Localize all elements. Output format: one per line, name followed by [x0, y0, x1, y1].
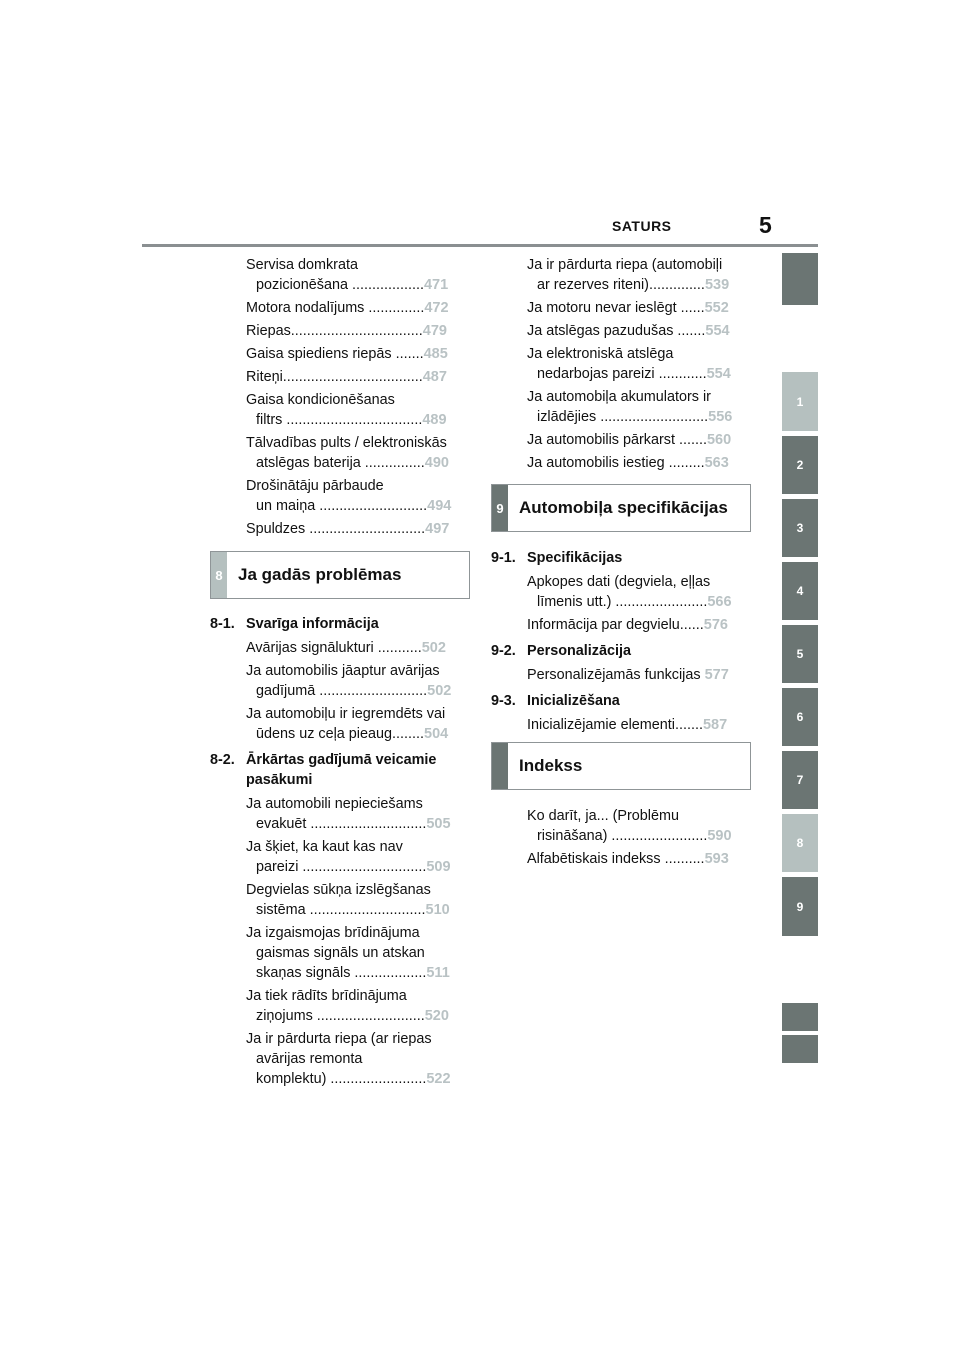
- section-heading[interactable]: 8-2. Ārkārtas gadījumā veicamie: [210, 752, 437, 768]
- side-tab-6[interactable]: 6: [782, 688, 818, 746]
- toc-entry[interactable]: Ja atslēgas pazudušas .......554: [527, 323, 730, 339]
- toc-entry[interactable]: Servisa domkrata pozicionēšana ..................471: [246, 257, 449, 293]
- side-tab-9[interactable]: 9: [782, 877, 818, 936]
- page-ref: 563: [704, 455, 729, 471]
- right-column-index: [491, 806, 749, 869]
- toc-entry[interactable]: Informācija par degvielu......576: [527, 617, 728, 633]
- toc-entry[interactable]: Ja automobiļu ir iegremdēts vai ūdens uz ceļa pieaug........504: [246, 706, 449, 742]
- page-ref: 554: [706, 366, 731, 382]
- section-heading[interactable]: 8-1. Svarīga informācija: [210, 616, 379, 632]
- toc-entry[interactable]: Inicializējamie elementi.......587: [527, 717, 728, 733]
- toc-entry[interactable]: Riepas.................................479: [246, 323, 447, 339]
- page-ref: 502: [427, 683, 452, 699]
- page-ref: 554: [705, 323, 730, 339]
- chapter-title: Ja gadās problēmas: [238, 565, 402, 584]
- header-title: SATURS: [612, 218, 672, 234]
- toc-entry[interactable]: Ko darīt, ja... (Problēmu risināšana) ........................590: [527, 808, 732, 844]
- page-ref: 556: [708, 409, 733, 425]
- toc-entry[interactable]: Ja automobilis pārkarst .......560: [527, 432, 732, 448]
- toc-entry[interactable]: Ja automobilis jāaptur avārijas gadījumā ...........................502: [246, 663, 452, 699]
- toc-entry[interactable]: Avārijas signālukturi ...........502: [246, 640, 446, 656]
- right-column-sections: [491, 548, 749, 735]
- page-ref: 590: [707, 828, 732, 844]
- page-ref: 520: [424, 1008, 449, 1024]
- toc-entry[interactable]: Drošinātāju pārbaude un maiņa ...........................494: [246, 478, 452, 514]
- side-tab-index-a[interactable]: [782, 1003, 818, 1031]
- toc-entry[interactable]: Ja ir pārdurta riepa (ar riepas avārijas remonta komplektu) ........................522: [246, 1031, 451, 1087]
- toc-entry[interactable]: Ja automobili nepieciešams evakuēt .............................505: [246, 796, 451, 832]
- toc-entry[interactable]: Motora nodalījums ..............472: [246, 300, 449, 316]
- page-ref: 560: [706, 432, 732, 448]
- page-ref: 505: [426, 816, 451, 832]
- toc-entry[interactable]: Ja automobiļa akumulators ir izlādējies ...........................556: [527, 389, 733, 425]
- toc-entry[interactable]: Ja automobilis iestieg .........563: [527, 455, 729, 471]
- toc-entry[interactable]: Gaisa spiediens riepās .......485: [246, 346, 448, 362]
- page-ref: 489: [422, 412, 447, 428]
- left-column-sections: [210, 614, 468, 1089]
- page-ref: 504: [424, 726, 449, 742]
- page-ref: 494: [427, 498, 452, 514]
- toc-entry[interactable]: Ja motoru nevar ieslēgt ......552: [527, 300, 729, 316]
- page-ref: 576: [703, 617, 728, 633]
- toc-entry[interactable]: Alfabētiskais indekss ..........593: [527, 851, 729, 867]
- side-tab-1[interactable]: 1: [782, 372, 818, 431]
- page-ref: 472: [424, 300, 449, 316]
- page-ref: 593: [704, 851, 729, 867]
- toc-entry[interactable]: Ja izgaismojas brīdinājuma gaismas signāls un atskan skaņas signāls ..................511: [246, 925, 450, 981]
- chapter-9-heading[interactable]: [491, 484, 751, 532]
- chapter-badge: [492, 743, 508, 789]
- left-column: [210, 255, 468, 539]
- page-ref: 587: [702, 717, 728, 733]
- side-tab-4[interactable]: 4: [782, 562, 818, 620]
- page-ref: 511: [426, 965, 450, 981]
- page-ref: 522: [426, 1071, 451, 1087]
- section-heading[interactable]: 9-1. Specifikācijas: [491, 550, 623, 566]
- chapter-8-heading[interactable]: [210, 551, 470, 599]
- toc-entry[interactable]: Gaisa kondicionēšanas filtrs ..................................489: [246, 392, 447, 428]
- side-tab-8[interactable]: 8: [782, 814, 818, 872]
- toc-entry[interactable]: Degvielas sūkņa izslēgšanas sistēma .............................510: [246, 882, 450, 918]
- page-ref: 539: [704, 277, 730, 293]
- toc-entry[interactable]: Riteņi...................................487: [246, 369, 447, 385]
- toc-entry[interactable]: Ja elektroniskā atslēga nedarbojas pareizi ............554: [527, 346, 731, 382]
- toc-entry[interactable]: Ja šķiet, ka kaut kas nav pareizi ...............................509: [246, 839, 451, 875]
- page-number: 5: [759, 212, 772, 238]
- side-tab-2[interactable]: 2: [782, 436, 818, 494]
- toc-entry[interactable]: Ja tiek rādīts brīdinājuma ziņojums ...........................520: [246, 988, 449, 1024]
- toc-entry[interactable]: Ja ir pārdurta riepa (automobiļi ar rezerves riteni)..............539: [527, 257, 730, 293]
- right-column: [491, 255, 749, 473]
- toc-entry[interactable]: Spuldzes .............................497: [246, 521, 450, 537]
- page-ref: 566: [707, 594, 732, 610]
- page-ref: 487: [422, 369, 447, 385]
- page-ref: 485: [423, 346, 448, 362]
- chapter-title: Indekss: [519, 756, 583, 775]
- side-tab-7[interactable]: 7: [782, 751, 818, 809]
- page-ref: 497: [425, 521, 450, 537]
- header-rule: [142, 244, 818, 247]
- page-ref: 510: [425, 902, 450, 918]
- side-tab-index-b[interactable]: [782, 1035, 818, 1063]
- toc-entry[interactable]: Tālvadības pults / elektroniskās atslēgas baterija ...............490: [246, 435, 449, 471]
- toc-entry[interactable]: Apkopes dati (degviela, eļļas līmenis utt.) .......................566: [527, 574, 732, 610]
- side-tab-5[interactable]: 5: [782, 625, 818, 683]
- section-heading[interactable]: 9-3. Inicializēšana: [491, 693, 620, 709]
- section-heading-cont: pasākumi: [246, 772, 313, 788]
- side-tab-3[interactable]: 3: [782, 499, 818, 557]
- side-tab-top[interactable]: [782, 253, 818, 305]
- chapter-badge: 9: [492, 485, 508, 531]
- chapter-title: Automobiļa specifikācijas: [519, 498, 728, 517]
- page-ref: 490: [424, 455, 449, 471]
- page-ref: 471: [423, 277, 449, 293]
- toc-entry[interactable]: Personalizējamās funkcijas 577: [527, 667, 729, 683]
- chapter-badge: 8: [211, 552, 227, 598]
- page-ref: 552: [704, 300, 729, 316]
- page-ref: 479: [422, 323, 447, 339]
- index-heading[interactable]: [491, 742, 751, 790]
- page-ref: 509: [426, 859, 451, 875]
- page-ref: 577: [704, 667, 729, 683]
- section-heading[interactable]: 9-2. Personalizācija: [491, 643, 631, 659]
- page-ref: 502: [421, 640, 446, 656]
